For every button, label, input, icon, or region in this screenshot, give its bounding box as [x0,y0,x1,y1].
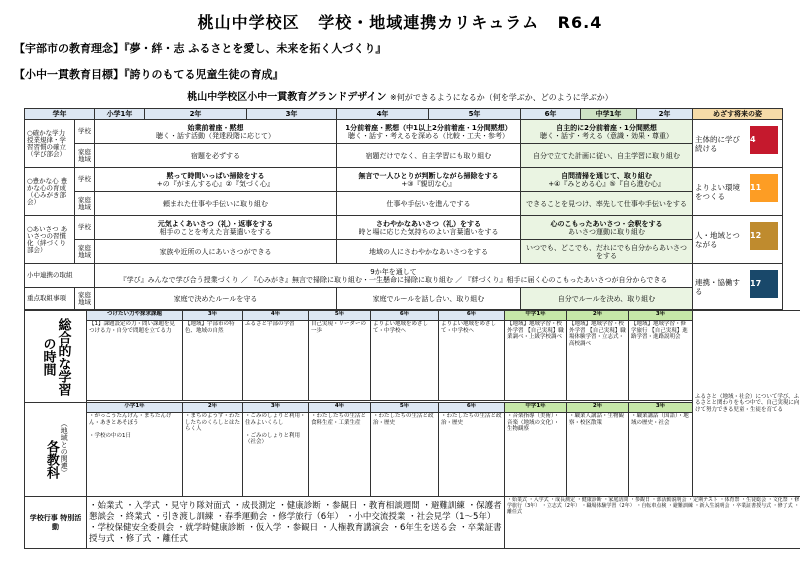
subject-table [24,310,800,549]
grand-design-note: ※何ができるようになるか（何を学ぶか、どのように学ぶか） [390,93,613,102]
lower-header-e6: 6年 [371,311,439,321]
kk-header-e3: 3年 [243,403,309,413]
philosophy-label: 【宇部市の教育理念】 [14,42,124,55]
goal-text: 『誇りのもてる児童生徒の育成』 [124,68,284,81]
sogo-j1: 【地域】地域学習・校外学習 【自己実現】職業調べ・上級学校調べ [505,321,567,401]
lower-header-e5: 5年 [309,311,371,321]
header-j1: 中学1年 [581,109,637,120]
r3-school-c [521,216,693,240]
goal-learning-text: 主体的に学び続ける [695,134,740,153]
r3-home-c: いつでも、どこでも、だれにでも自分からあいさつをする [521,240,693,264]
header-tsunagari: つけたい力や探求課題 [87,311,183,321]
goal-environment [693,168,783,216]
events-row [25,497,800,549]
r1-home-c: 自分で立てた計画に従い、自主学習に取り組む [521,144,693,168]
row-gakuryoku-home [25,144,783,168]
lower-header-e3: 3年 [183,311,243,321]
header-e1: 小学1年 [95,109,145,120]
header-e6: 6年 [521,109,581,120]
header-j2: 2年 [637,109,693,120]
curriculum-title: 学校・地域連携カリキュラム [318,13,540,32]
label-school: 学校 [75,120,95,144]
kk-e1 [87,413,183,497]
kk-e1-text: ・がっこうたんけん・まちたんけん・あきとあそぼう [89,413,172,426]
goal-environment-text: よりよい環境をつくる [695,182,740,201]
events-elementary: ・始業式 ・入学式 ・見守り隊対面式 ・成長測定 ・健康診断 ・参観日 ・教育相談週間 ・避難訓練 ・保護者懇談会 ・終業式 ・引き渡し訓練 ・春季運動会 ・修学旅行（6年） ・小中交流授業 ・社会見学（1～5年） ・学校保健安全委員会 ・就学時健康診断 ・仮入学 ・参観日 ・人権教育講演会 ・6年生を送る会 ・卒業証書授与式 ・修了式 ・離任式 [87,497,505,549]
label-home: 家庭 地域 [75,144,95,168]
sogo-j3: 【地域】地域学習・修学旅行 【自己実現】進路学習・進路説明会 [629,321,693,401]
sdg-11-icon: 11 [750,174,778,202]
grand-design-title: 桃山中学校区小中一貫教育グランドデザイン [187,92,387,103]
grand-design-table [24,108,783,310]
header-e4: 4年 [337,109,429,120]
row-juten [25,288,783,310]
header-e2: 2年 [145,109,247,120]
kk-e1-bottom: ・学校の中の1日 [89,432,131,439]
r3-home-b: 地域の人にさわやかなあいさつをする [337,240,521,264]
kk-header-j2: 2年 [567,403,629,413]
kk-header-e4: 4年 [309,403,371,413]
row-gakuryoku-school [25,120,783,144]
grade-header-row [25,109,783,120]
header-e5: 5年 [429,109,521,120]
kk-header-j1: 中学1年 [505,403,567,413]
r2-school-a [95,168,337,192]
lower-header-j1: 中学1年 [505,311,567,321]
r3-school-c-2: あいさつ運動に取り組む [568,227,645,236]
r2-school-c [521,168,693,192]
row-kokoro-home [25,192,783,216]
r3-school-b [337,216,521,240]
events-junior: ・始業式 ・入学式 ・成長測定 ・健康診断 ・家庭訪問 ・参観日 ・部活動説明会 ・定期テスト ・体育祭 ・生徒総会 ・文化祭 ・修学旅行（3年） ・立志式（2年） ・職場体験学習（2年） ・自転車点検 ・避難訓練 ・新入生説明会 ・卒業証書授与式 ・修了式 ・離任式 [505,497,800,549]
lower-header-e6b: 6年 [439,311,505,321]
header-e3: 3年 [247,109,337,120]
label-home: 家庭 地域 [75,240,95,264]
goal-connect-text: 人・地域とつながる [695,230,740,249]
kk-header-e2: 2年 [183,403,243,413]
r2-school-c-2: +④『みとめる心』⑤『自ら進む心』 [548,179,665,188]
renkei-text: 『学び』みんなで学び合う授業づくり ／ 『心みがき』無言で掃除に取り組む・一生懸命に掃除に取り組む ／ 『絆づくり』相手に届く心のこもったあいさつが自分からできる [119,275,668,284]
sogo-label: 総合的な学習の時間 [40,317,71,396]
renkei-content [95,264,693,288]
category-gakuryoku: ○確かな学力 授業規律・学習習慣の確立（学び部会） [25,120,75,168]
r3-school-a-1: 元気よくあいさつ（礼）・返事をする [157,219,274,228]
category-renkei: 小中連携の取組 [25,264,95,288]
renkei-top: 9か年を通して [370,267,417,276]
r3-school-b-2: 時と場に応じた気持ちのよい言葉遣いをする [358,227,499,236]
label-home: 家庭 地域 [75,288,95,310]
kk-e3-text: ・ごみのしょりと利用・住みよいくらし [245,413,306,426]
r2-home-a: 頼まれた仕事や手伝いに取り組む [95,192,337,216]
r1-school-a [95,120,337,144]
kk-header-e6: 6年 [439,403,505,413]
r1-home-a: 宿題を必ずする [95,144,337,168]
sogo-e3: 【地域】宇部市の特色、地域の自然 [183,321,243,401]
label-home: 家庭 地域 [75,192,95,216]
kakukyoka-label: 各教科 [43,439,59,479]
kk-e5: ・わたしたちの生活と政治・歴史 [371,413,439,497]
kk-e4: ・わたしたちの生活と食料生産・工業生産 [309,413,371,497]
row-aisatsu-school [25,216,783,240]
goal-connect [693,216,783,264]
r3-school-c-1: 心のこもったあいさつ・会釈をする [550,219,663,228]
goal-label: 【小中一貫教育目標】 [14,68,124,81]
row-aisatsu-home [25,240,783,264]
label-school: 学校 [75,168,95,192]
kk-row [25,413,800,497]
label-school: 学校 [75,216,95,240]
future-goal: ふるさと（地域・社会）について学び、ふるさとと関わりをもつ中で、自己実現に向けて努力できる児童・生徒を育てる [693,311,800,497]
lower-header-row [25,311,800,321]
r2-school-b-1: 無言で一人ひとりが判断しながら掃除をする [358,171,499,180]
r2-school-b-2: +③『親切な心』 [401,179,456,188]
juten-c: 自分でルールを決め、取り組む [521,288,693,310]
goal-collab [693,264,783,310]
r1-school-c-2: 聴く・話す・考える（意識・効果・尊重） [540,131,673,140]
kakukyoka-sub: （地域との関連） [60,420,69,477]
juten-a: 家庭で決めたルールを守る [95,288,337,310]
category-aisatsu: ○あいさつ あいさつの習慣化（絆づくり部会） [25,216,75,264]
sdg-12-icon: 12 [750,222,778,250]
category-kokoro: ○豊かな心 豊かな心の育成（心みがき部会） [25,168,75,216]
r3-school-a-2: 相手のことを考えた言葉遣いをする [159,227,272,236]
r2-home-c: できることを見つけ、率先して仕事や手伝いをする [521,192,693,216]
lower-header-j2: 2年 [567,311,629,321]
r1-school-c [521,120,693,144]
kk-e3 [243,413,309,497]
goal-learning [693,120,783,168]
lower-header-j3: 3年 [629,311,693,321]
sogo-j2: 【地域】地域学習・校外学習 【自己実現】職場体験学習・立志式・高校調べ [567,321,629,401]
kk-j1: ・音楽指導（美術）・音楽（地域の文化）・生物観察 [505,413,567,497]
sdg-17-icon: 17 [750,270,778,298]
goal-line [14,66,284,82]
kk-e3-bottom: ・ごみのしょりと利用（社会） [245,432,301,445]
grade-header: 学年 [25,109,95,120]
r1-school-a-1: 始業前着座・黙想 [187,123,244,132]
header-goal: めざす将来の姿 [693,109,783,120]
r2-school-b [337,168,521,192]
kk-j3: ・職業講話（国語）・地域の歴史・社会 [629,413,693,497]
row-kokoro-school [25,168,783,192]
r1-school-a-2: 聴く・話す活動（発達段階に応じて） [156,131,275,140]
r1-home-b: 宿題だけでなく、自主学習にも取り組む [337,144,521,168]
philosophy-text: 『夢・絆・志 ふるさとを愛し、未来を拓く人づくり』 [124,42,387,55]
sogo-e4: ふるさと宇部の学習 [243,321,309,401]
sogo-e6: よりよい地域をめざして・中学校へ [371,321,439,401]
kk-header-j3: 3年 [629,403,693,413]
goal-collab-text: 連携・協働する [695,277,740,296]
kk-e2: ・まちのようす・わたしたちのくらしとはたらく人 [183,413,243,497]
r3-home-a: 家族や近所の人にあいさつができる [95,240,337,264]
row-renkei [25,264,783,288]
page-title [0,10,800,33]
kk-e6: ・わたしたちの生活と政治・歴史 [439,413,505,497]
sogo-label-cell [25,311,87,403]
r1-school-b [337,120,521,144]
sogo-e12: 【1】課題設定の力・問い課題を見つける力・自分で問題を立てる力 [87,321,183,401]
r3-school-b-1: さわやかなあいさつ（礼）をする [376,219,481,228]
r1-school-b-2: 聴く・話す・考えるを深める（比較・工夫・参考） [348,131,509,140]
date-label: R6.4 [557,13,603,32]
r2-school-a-2: +の『がまんする心』②『気づく心』 [156,179,275,188]
philosophy-line [14,40,386,56]
category-juten: 重点取組事項 [25,288,75,310]
kk-header-e1: 小学1年 [87,403,183,413]
tokkatsu-label: 学校行事 特別活動 [25,497,87,549]
r2-school-a-1: 黙って時間いっぱい掃除をする [166,171,265,180]
kk-j2: ・職業人講話・生物観察・校区散策 [567,413,629,497]
sogo-row [25,321,800,401]
sogo-e5: 自己実現・リーダーの一歩 [309,321,371,401]
school-area: 桃山中学校区 [197,13,300,32]
lower-header-e4: 4年 [243,311,309,321]
kk-header-e5: 5年 [371,403,439,413]
sdg-4-icon: 4 [750,126,778,154]
juten-b: 家庭でルールを話し合い、取り組む [337,288,521,310]
kk-label-cell [25,403,87,497]
r1-school-c-1: 自主的に2分前着座・1分間黙想 [556,123,657,132]
r1-school-b-1: 1分前着座・黙想（中1以上2分前着座・1分間黙想） [345,123,512,132]
grand-design-heading [0,88,800,103]
r2-school-c-1: 自問清掃を通じて、取り組む [561,171,652,180]
sogo-e6b: よりよい地域をめざして・中学校へ [439,321,505,401]
r3-school-a [95,216,337,240]
kk-header-row [25,403,800,413]
r2-home-b: 仕事や手伝いを進んでする [337,192,521,216]
